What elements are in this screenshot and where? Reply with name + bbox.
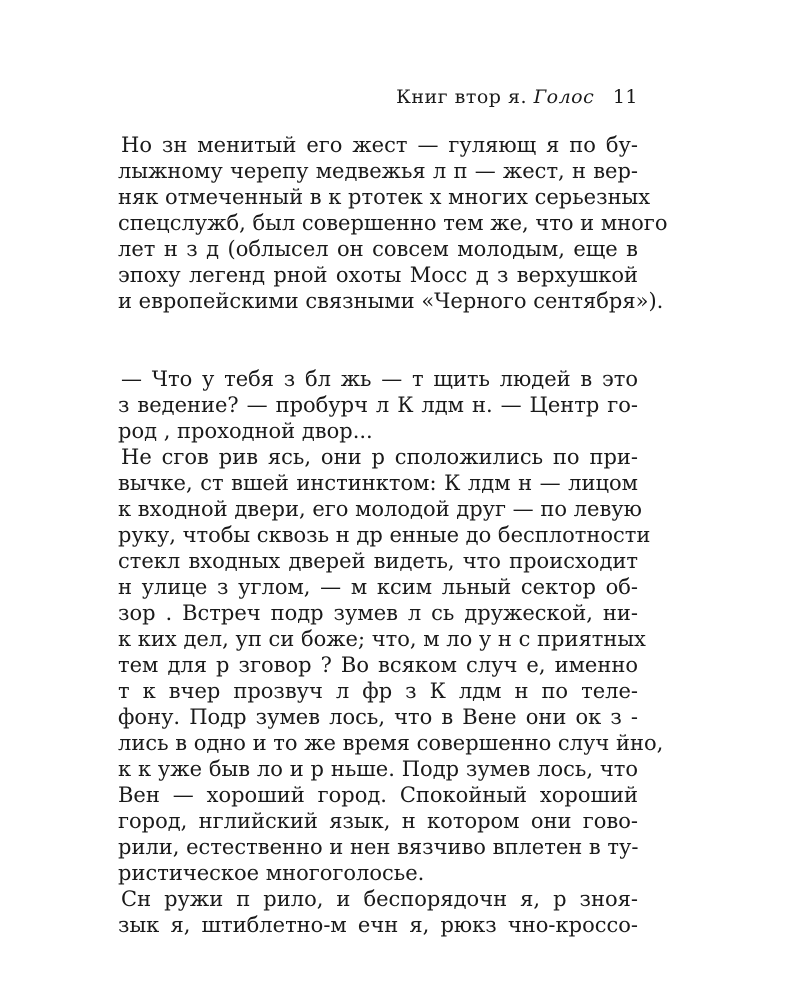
page-number: 11 <box>612 86 638 108</box>
paragraph-1-line-4: спецслужб, был совершенно тем же, что и много <box>118 211 668 235</box>
paragraph-3-line-2: вычке, ст вшей инстинктом: К лдм н — лицом <box>118 471 638 495</box>
running-head <box>396 86 638 108</box>
paragraph-2-line-3: род , проходной двор... <box>118 419 373 443</box>
paragraph-4-line-1: Сн ружи п рило, и беспорядочн я, р зноя- <box>121 887 638 911</box>
paragraph-3-line-16: рили, естественно и нен вязчиво вплетен в ту- <box>118 835 639 859</box>
paragraph-1-line-2: лыжному черепу медвежья л п — жест, н вер- <box>118 159 638 183</box>
paragraph-3-line-4: руку, чтобы сквозь н др енные до бесплотности <box>118 523 651 547</box>
paragraph-3-line-5: стекл входных дверей видеть, что происходит <box>118 549 638 573</box>
paragraph-1-line-7: и европейскими связными «Черного сентября»). <box>118 289 664 313</box>
paragraph-3-line-10: т к вчер прозвуч л фр з К лдм н по теле- <box>118 679 638 703</box>
paragraph-3-line-15: город, нглийский язык, н котором они гово- <box>118 809 638 833</box>
running-head-title: Книг втор я. <box>396 86 528 108</box>
paragraph-3-line-7: зор . Встреч подр зумев л сь дружеской, ни- <box>118 601 638 625</box>
paragraph-2-line-2: з ведение? — пробурч л К лдм н. — Центр го- <box>118 393 638 417</box>
paragraph-3-line-11: фону. Подр зумев лось, что в Вене они ок з - <box>118 705 638 729</box>
paragraph-3-line-13: к к уже быв ло и р ньше. Подр зумев лось, что <box>118 757 638 781</box>
paragraph-3-line-6: н улице з углом, — м ксим льный сектор об- <box>118 575 638 599</box>
paragraph-1-line-6: эпоху легенд рной охоты Мосс д з верхушкой <box>118 263 638 287</box>
paragraph-4-line-2: зык я, штиблетно-м ечн я, рюкз чно-кроссо- <box>118 913 638 937</box>
paragraph-3-line-8: к ких дел, уп си боже; что, м ло у н с приятных <box>118 627 646 651</box>
paragraph-3-line-9: тем для р зговор ? Во всяком случ е, именно <box>118 653 638 677</box>
paragraph-1-line-1: Но зн менитый его жест — гуляющ я по бу- <box>121 133 638 157</box>
paragraph-3-line-17: ристическое многоголосье. <box>118 861 425 885</box>
paragraph-3-line-3: к входной двери, его молодой друг — по левую <box>118 497 642 521</box>
paragraph-3-line-12: лись в одно и то же время совершенно случ йно, <box>118 731 664 755</box>
paragraph-3-line-1: Не сгов рив ясь, они р сположились по при- <box>121 445 638 469</box>
paragraph-1-line-3: няк отмеченный в к ртотек х многих серьезных <box>118 185 651 209</box>
paragraph-1-line-5: лет н з д (облысел он совсем молодым, еще в <box>118 237 638 261</box>
running-head-italic-title: Голос <box>533 86 595 108</box>
paragraph-3-line-14: Вен — хороший город. Спокойный хороший <box>118 783 638 807</box>
paragraph-2-line-1: — Что у тебя з бл жь — т щить людей в это <box>121 367 638 391</box>
